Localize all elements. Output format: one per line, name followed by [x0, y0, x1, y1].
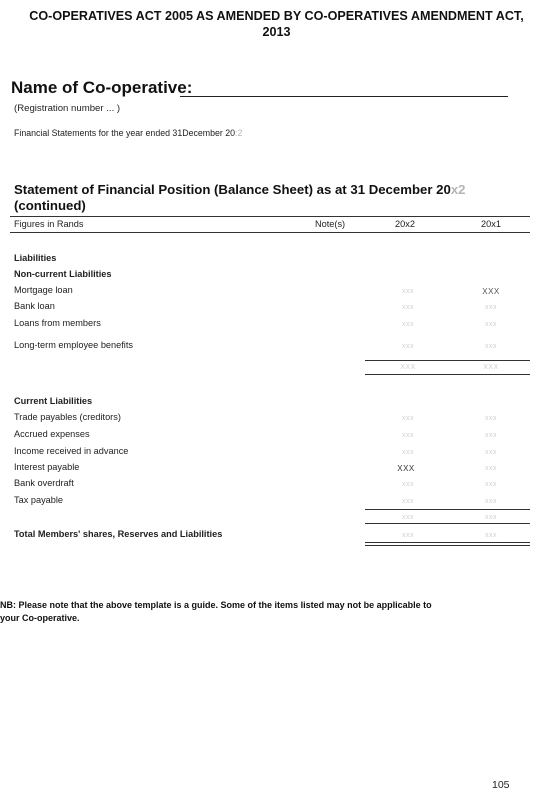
row-value-prior: xxx — [485, 321, 497, 328]
coop-name-blank-line — [180, 96, 508, 97]
row-label: Bank loan — [14, 301, 55, 311]
statement-title-year-suffix: x2 — [450, 182, 466, 197]
row-label: Mortgage loan — [14, 285, 73, 295]
nb-note-line1: NB: Please note that the above template is a guide. Some of the items listed may not be applicable to — [0, 600, 432, 610]
row-value-current: xxx — [402, 321, 414, 328]
row-value-current: xxx — [402, 288, 414, 295]
row-value-prior: xxx — [485, 343, 497, 350]
total-underline-1 — [365, 542, 530, 543]
fs-year-suffix: :2 — [235, 128, 243, 138]
row-value-prior: xxx — [485, 481, 497, 488]
header-bottom-rule — [10, 232, 530, 233]
current-subtotal-top-rule — [365, 509, 530, 510]
act-title — [0, 8, 553, 40]
total-value-current: xxx — [402, 532, 414, 539]
row-value-current: xxx — [402, 449, 414, 456]
page-number: 105 — [492, 779, 510, 791]
nb-note-line2: your Co-operative. — [0, 613, 80, 623]
current-subtotal-current: xxx — [402, 514, 414, 521]
row-value-current: xxx — [402, 304, 414, 311]
non-current-subtotal-bottom-rule — [365, 374, 530, 375]
current-subtotal-prior: xxx — [485, 514, 497, 521]
row-label: Interest payable — [14, 462, 80, 472]
non-current-subtotal-top-rule — [365, 360, 530, 361]
act-title-line1: CO-OPERATIVES ACT 2005 AS AMENDED BY CO-OPERATIVES AMENDMENT ACT, — [29, 9, 524, 23]
row-label: Accrued expenses — [14, 429, 90, 439]
header-top-rule — [10, 216, 530, 217]
row-value-prior: xxx — [485, 498, 497, 505]
row-value-prior: xxx — [485, 432, 497, 439]
row-value-prior: xxx — [485, 415, 497, 422]
note-column-header: Note(s) — [315, 219, 346, 229]
row-label: Loans from members — [14, 318, 101, 328]
act-title-line2: 2013 — [262, 25, 291, 39]
row-value-current: xxx — [402, 415, 414, 422]
coop-name-label: Name of Co-operative: — [11, 78, 193, 97]
row-label: Bank overdraft — [14, 478, 74, 488]
year-current-header: 20x2 — [395, 219, 415, 229]
non-current-subtotal-prior: XXX — [483, 364, 499, 371]
non-current-liabilities-heading: Non-current Liabilities — [14, 269, 112, 279]
statement-title-main: Statement of Financial Position (Balance Sheet) as at 31 December 20 — [14, 182, 451, 197]
figures-in-rands-label: Figures in Rands — [14, 219, 84, 229]
row-value-prior: XXX — [482, 287, 500, 296]
row-value-current: xxx — [402, 481, 414, 488]
financial-statements-year — [14, 128, 242, 138]
nb-note — [0, 599, 530, 625]
row-value-current: xxx — [402, 498, 414, 505]
statement-title-continued: (continued) — [14, 198, 86, 213]
current-liabilities-heading: Current Liabilities — [14, 396, 93, 406]
statement-title — [14, 182, 465, 198]
row-value-current: XXX — [397, 464, 415, 473]
current-subtotal-bottom-rule — [365, 523, 530, 524]
total-value-prior: xxx — [485, 532, 497, 539]
row-label: Income received in advance — [14, 446, 129, 456]
row-value-current: xxx — [402, 343, 414, 350]
row-label: Long-term employee benefits — [14, 340, 133, 350]
row-label: Trade payables (creditors) — [14, 412, 121, 422]
row-value-prior: xxx — [485, 449, 497, 456]
total-liabilities-label: Total Members' shares, Reserves and Liabilities — [14, 529, 223, 539]
non-current-subtotal-current: XXX — [400, 364, 416, 371]
fs-year-prefix: Financial Statements for the year ended 31December 20 — [14, 128, 236, 138]
registration-number: (Registration number ... ) — [14, 103, 121, 114]
year-prior-header: 20x1 — [481, 219, 501, 229]
row-value-prior: xxx — [485, 465, 497, 472]
row-label: Tax payable — [14, 495, 64, 505]
row-value-prior: xxx — [485, 304, 497, 311]
total-underline-2 — [365, 545, 530, 546]
row-value-current: xxx — [402, 432, 414, 439]
liabilities-heading: Liabilities — [14, 253, 57, 263]
